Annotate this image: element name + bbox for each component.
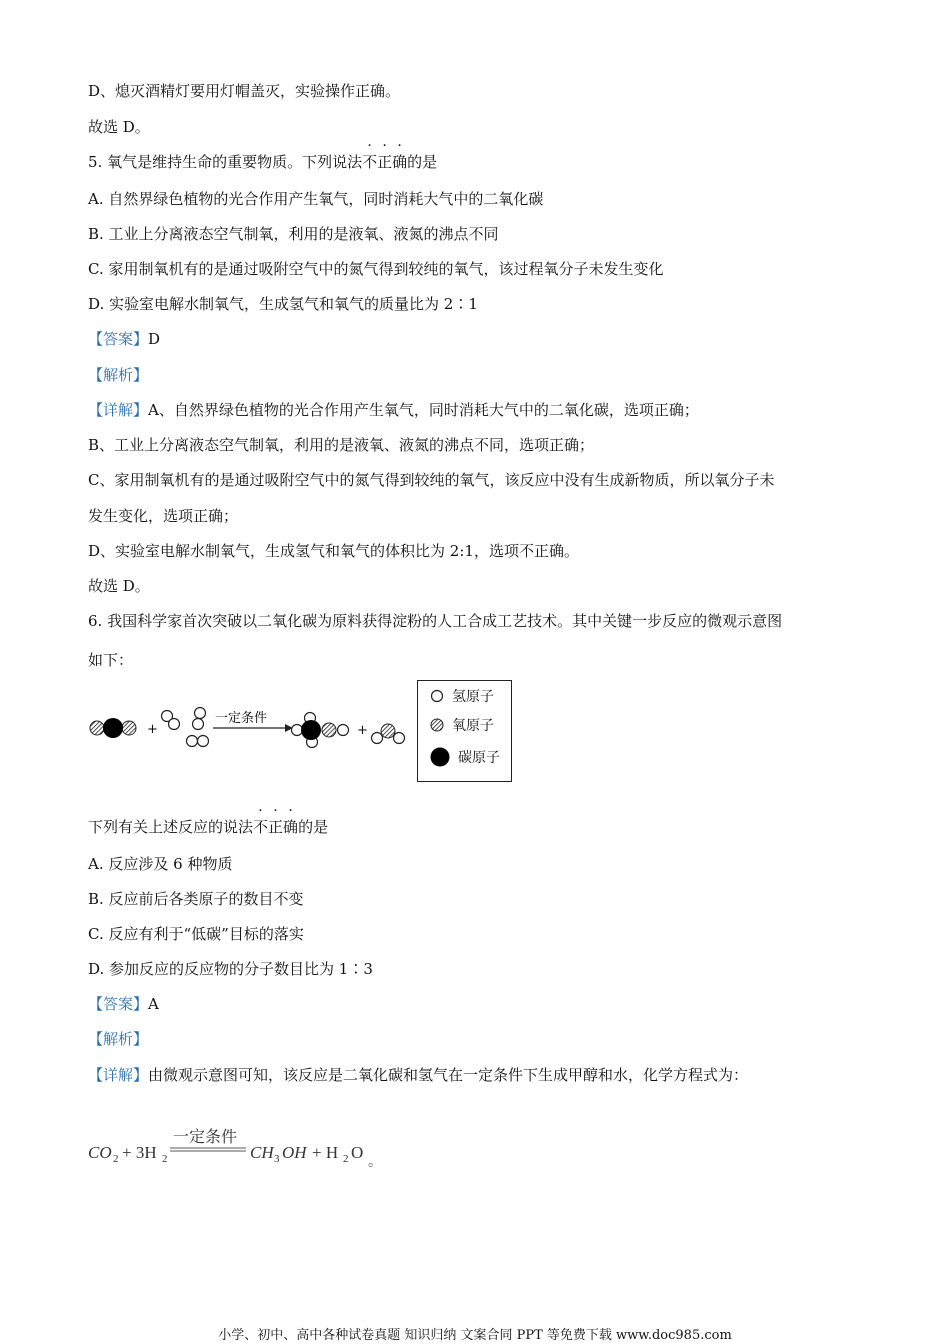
plus-sign: + <box>357 723 368 738</box>
eq-term: OH <box>282 1143 307 1162</box>
option-d: D. 实验室电解水制氧气，生成氢气和氧气的质量比为 2∶1 <box>88 295 478 313</box>
eq-term: O <box>351 1143 364 1162</box>
legend-hydrogen <box>430 686 494 706</box>
eq-term: + 3H <box>122 1143 157 1162</box>
eq-subscript: 2 <box>162 1153 168 1165</box>
eq-term: 。 <box>368 1155 382 1170</box>
stem-text: 5. 氧气是维持生命的重要物质。下列说法 <box>88 153 363 171</box>
carbon-atom-icon <box>430 747 450 767</box>
question-5-stem <box>88 152 437 172</box>
question-6-stem: 6. 我国科学家首次突破以二氧化碳为原料获得淀粉的人工合成工艺技术。其中关键一步反应的微观示意图 <box>88 612 783 630</box>
eq-subscript: 2 <box>343 1153 349 1165</box>
analysis-tag: 【解析】 <box>88 366 149 384</box>
option-b: B. 工业上分离液态空气制氧，利用的是液氧、液氮的沸点不同 <box>88 225 499 243</box>
option-c: C. 家用制氧机有的是通过吸附空气中的氮气得到较纯的氧气，该过程氧分子未发生变化 <box>88 260 664 278</box>
text-line: 故选 D。 <box>88 118 150 136</box>
answer-line <box>88 329 160 349</box>
detail-line: B、工业上分离液态空气制氧，利用的是液氧、液氮的沸点不同，选项正确； <box>88 436 595 454</box>
detail-tag: 【详解】 <box>88 401 149 419</box>
legend-label: 碳原子 <box>458 750 500 766</box>
analysis-heading <box>88 365 148 385</box>
stem-text: 下列有关上述反应的说法 <box>88 818 254 836</box>
analysis-heading <box>88 1029 148 1049</box>
legend-label: 氧原子 <box>452 718 494 734</box>
answer-value: D <box>148 330 161 348</box>
eq-subscript: 2 <box>113 1153 119 1165</box>
h2-molecules <box>162 708 209 747</box>
option-b: B. 反应前后各类原子的数目不变 <box>88 890 304 908</box>
text-line: D、熄灭酒精灯要用灯帽盖灭，实验操作正确。 <box>88 82 401 100</box>
legend-oxygen <box>430 715 494 735</box>
legend-label: 氢原子 <box>452 689 494 705</box>
detail-line: D、实验室电解水制氧气，生成氢气和氧气的体积比为 2:1，选项不正确。 <box>88 542 579 560</box>
reaction-diagram <box>85 676 425 756</box>
analysis-tag: 【解析】 <box>88 1030 149 1048</box>
eq-term: CO <box>88 1143 112 1162</box>
oxygen-atom-icon <box>430 718 444 732</box>
diagram-legend <box>417 680 512 782</box>
plus-sign: + <box>147 722 158 737</box>
detail-line <box>88 1065 748 1085</box>
conclusion: 故选 D。 <box>88 577 150 595</box>
arrow-label: 一定条件 <box>215 711 268 726</box>
detail-line: C、家用制氧机有的是通过吸附空气中的氮气得到较纯的氧气，该反应中没有生成新物质，所以氧分子未 <box>88 471 775 489</box>
question-6-stem-cont: 如下： <box>88 651 134 669</box>
option-a: A. 反应涉及 6 种物质 <box>88 855 233 873</box>
stem-text: 的是 <box>298 818 329 836</box>
option-c: C. 反应有利于“低碳”目标的落实 <box>88 925 304 943</box>
methanol-molecule <box>292 713 349 748</box>
option-d: D. 参加反应的反应物的分子数目比为 1∶3 <box>88 960 373 978</box>
eq-term: CH <box>250 1143 274 1162</box>
detail-line: 发生变化，选项正确； <box>88 507 239 525</box>
detail-tag: 【详解】 <box>88 1066 149 1084</box>
emphasis-char: 正 <box>377 153 393 171</box>
option-a: A. 自然界绿色植物的光合作用产生氧气，同时消耗大气中的二氧化碳 <box>88 190 544 208</box>
emphasis-char: 确 <box>392 153 408 171</box>
chemical-equation <box>88 1128 408 1176</box>
stem-text: 的是 <box>407 153 438 171</box>
question-6-prompt <box>88 817 328 837</box>
page-footer: 小学、初中、高中各种试卷真题 知识归纳 文案合同 PPT 等免费下载 www.doc985.com <box>218 1328 732 1343</box>
eq-term: + H <box>312 1143 339 1162</box>
answer-tag: 【答案】 <box>88 995 149 1013</box>
answer-line <box>88 994 159 1014</box>
emphasis-char: 确 <box>283 818 299 836</box>
answer-tag: 【答案】 <box>88 330 149 348</box>
legend-carbon <box>430 747 500 767</box>
emphasis-char: 正 <box>268 818 284 836</box>
detail-text: 由微观示意图可知，该反应是二氧化碳和氢气在一定条件下生成甲醇和水，化学方程式为： <box>148 1066 749 1084</box>
detail-text: A、自然界绿色植物的光合作用产生氧气，同时消耗大气中的二氧化碳，选项正确； <box>148 401 699 419</box>
detail-line <box>88 400 699 420</box>
eq-subscript: 3 <box>274 1153 280 1165</box>
water-molecule <box>372 724 405 744</box>
condition-label: 一定条件 <box>173 1129 238 1146</box>
hydrogen-atom-icon <box>430 689 444 703</box>
co2-molecule <box>90 718 136 738</box>
emphasis-char: 不 <box>362 153 378 171</box>
emphasis-char: 不 <box>253 818 269 836</box>
answer-value: A <box>148 995 159 1013</box>
